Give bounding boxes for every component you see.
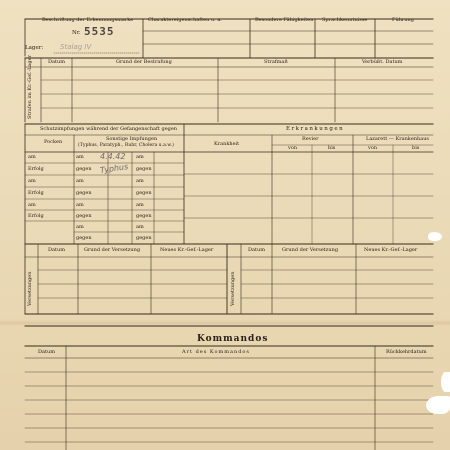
kommandos-title: Kommandos (197, 334, 269, 344)
kommandos-col-art: Art des Kommandos (182, 349, 250, 355)
kommandos-col-datum: Datum (38, 349, 55, 355)
impfungen-col-sonstige-sub: (Typhus, Paratyph., Ruhr, Cholera u.a.w.) (78, 143, 174, 148)
nr-label: Nr. (72, 30, 81, 36)
impf-row-right: am (136, 154, 144, 160)
paper-fold (0, 320, 450, 326)
versetzung-col-datum: Datum (248, 247, 265, 253)
paper-tear (426, 396, 450, 414)
lager-value: Stalag IV (60, 43, 92, 51)
impf-row-mid: gegen (76, 190, 92, 196)
strafen-col-datum: Datum (48, 59, 65, 65)
pocken-row-erfolg: Erfolg (28, 166, 44, 172)
versetzung-col-grund: Grund der Versetzung (282, 247, 339, 253)
lager-label: Lager: (25, 45, 44, 51)
versetzung-col-lager: Neues Kr.-Gef.-Lager (160, 247, 214, 253)
impf-row-mid: am (76, 202, 84, 208)
impf-row-right: am (136, 178, 144, 184)
erkennungsmarke-label: Beschriftung der Erkennungsmarke (42, 17, 134, 23)
charakter-header: Charaktereigenschaften u. a. (148, 17, 222, 23)
versetzung-col-datum: Datum (48, 247, 65, 253)
impf-row-mid: am (76, 154, 84, 160)
lazarett-von: von (368, 145, 378, 151)
pocken-row-am: am (28, 178, 36, 184)
impf-row-right: gegen (136, 235, 152, 241)
lazarett-bis: bis (412, 145, 420, 151)
sprachkenntnisse-header: Sprachkenntnisse (322, 17, 368, 23)
pocken-row-am: am (28, 154, 36, 160)
faehigkeiten-header: Besondere Fähigkeiten (255, 17, 314, 23)
versetzungen-side-label-right: Versetzungen (230, 271, 236, 306)
kommandos-col-rueckkehr: Rückkehrdatum (386, 349, 427, 355)
pow-number-stamp: 5535 (84, 25, 115, 38)
pocken-row-erfolg: Erfolg (28, 213, 44, 219)
lazarett-header: Lazarett — Krankenhaus (366, 136, 429, 142)
impf-row-right: gegen (136, 213, 152, 219)
impf-row-mid: gegen (76, 235, 92, 241)
paper-tear (441, 372, 450, 392)
impf-row-mid: am (76, 178, 84, 184)
revier-header: Revier (302, 136, 319, 142)
krankheit-header: Krankheit (214, 141, 240, 147)
paper-tear (428, 232, 442, 241)
impfungen-header: Schutzimpfungen während der Gefangenschaft gegen (40, 126, 178, 132)
fuehrung-header: Führung (392, 17, 414, 23)
handwritten-vaccination-date: 4.4.42 (100, 152, 126, 161)
impf-row-mid: am (76, 224, 84, 230)
pocken-row-erfolg: Erfolg (28, 190, 44, 196)
strafen-col-verbuesst: Verbüßt. Datum (362, 59, 403, 65)
handwritten-vaccination-type: Typhus (99, 162, 129, 175)
impfungen-col-pocken: Pocken (44, 139, 63, 145)
versetzungen-side-label-left: Versetzungen (27, 271, 33, 306)
impf-row-mid: gegen (76, 213, 92, 219)
versetzung-col-grund: Grund der Versetzung (84, 247, 141, 253)
strafen-col-strafmass: Strafmaß (264, 59, 288, 65)
revier-bis: bis (328, 145, 336, 151)
impfungen-col-sonstige: Sonstige Impfungen (106, 136, 158, 142)
impf-row-mid: gegen (76, 166, 92, 172)
revier-von: von (288, 145, 298, 151)
erkrankungen-title: Erkrankungen (286, 126, 345, 132)
impf-row-right: am (136, 224, 144, 230)
pocken-row-am: am (28, 202, 36, 208)
impf-row-right: gegen (136, 190, 152, 196)
versetzung-col-lager: Neues Kr.-Gef.-Lager (364, 247, 418, 253)
strafen-col-grund: Grund der Bestrafung (116, 59, 172, 65)
impf-row-right: gegen (136, 166, 152, 172)
strafen-side-label: Strafen im Kr.-Gef.-Lager (27, 55, 33, 119)
impf-row-right: am (136, 202, 144, 208)
